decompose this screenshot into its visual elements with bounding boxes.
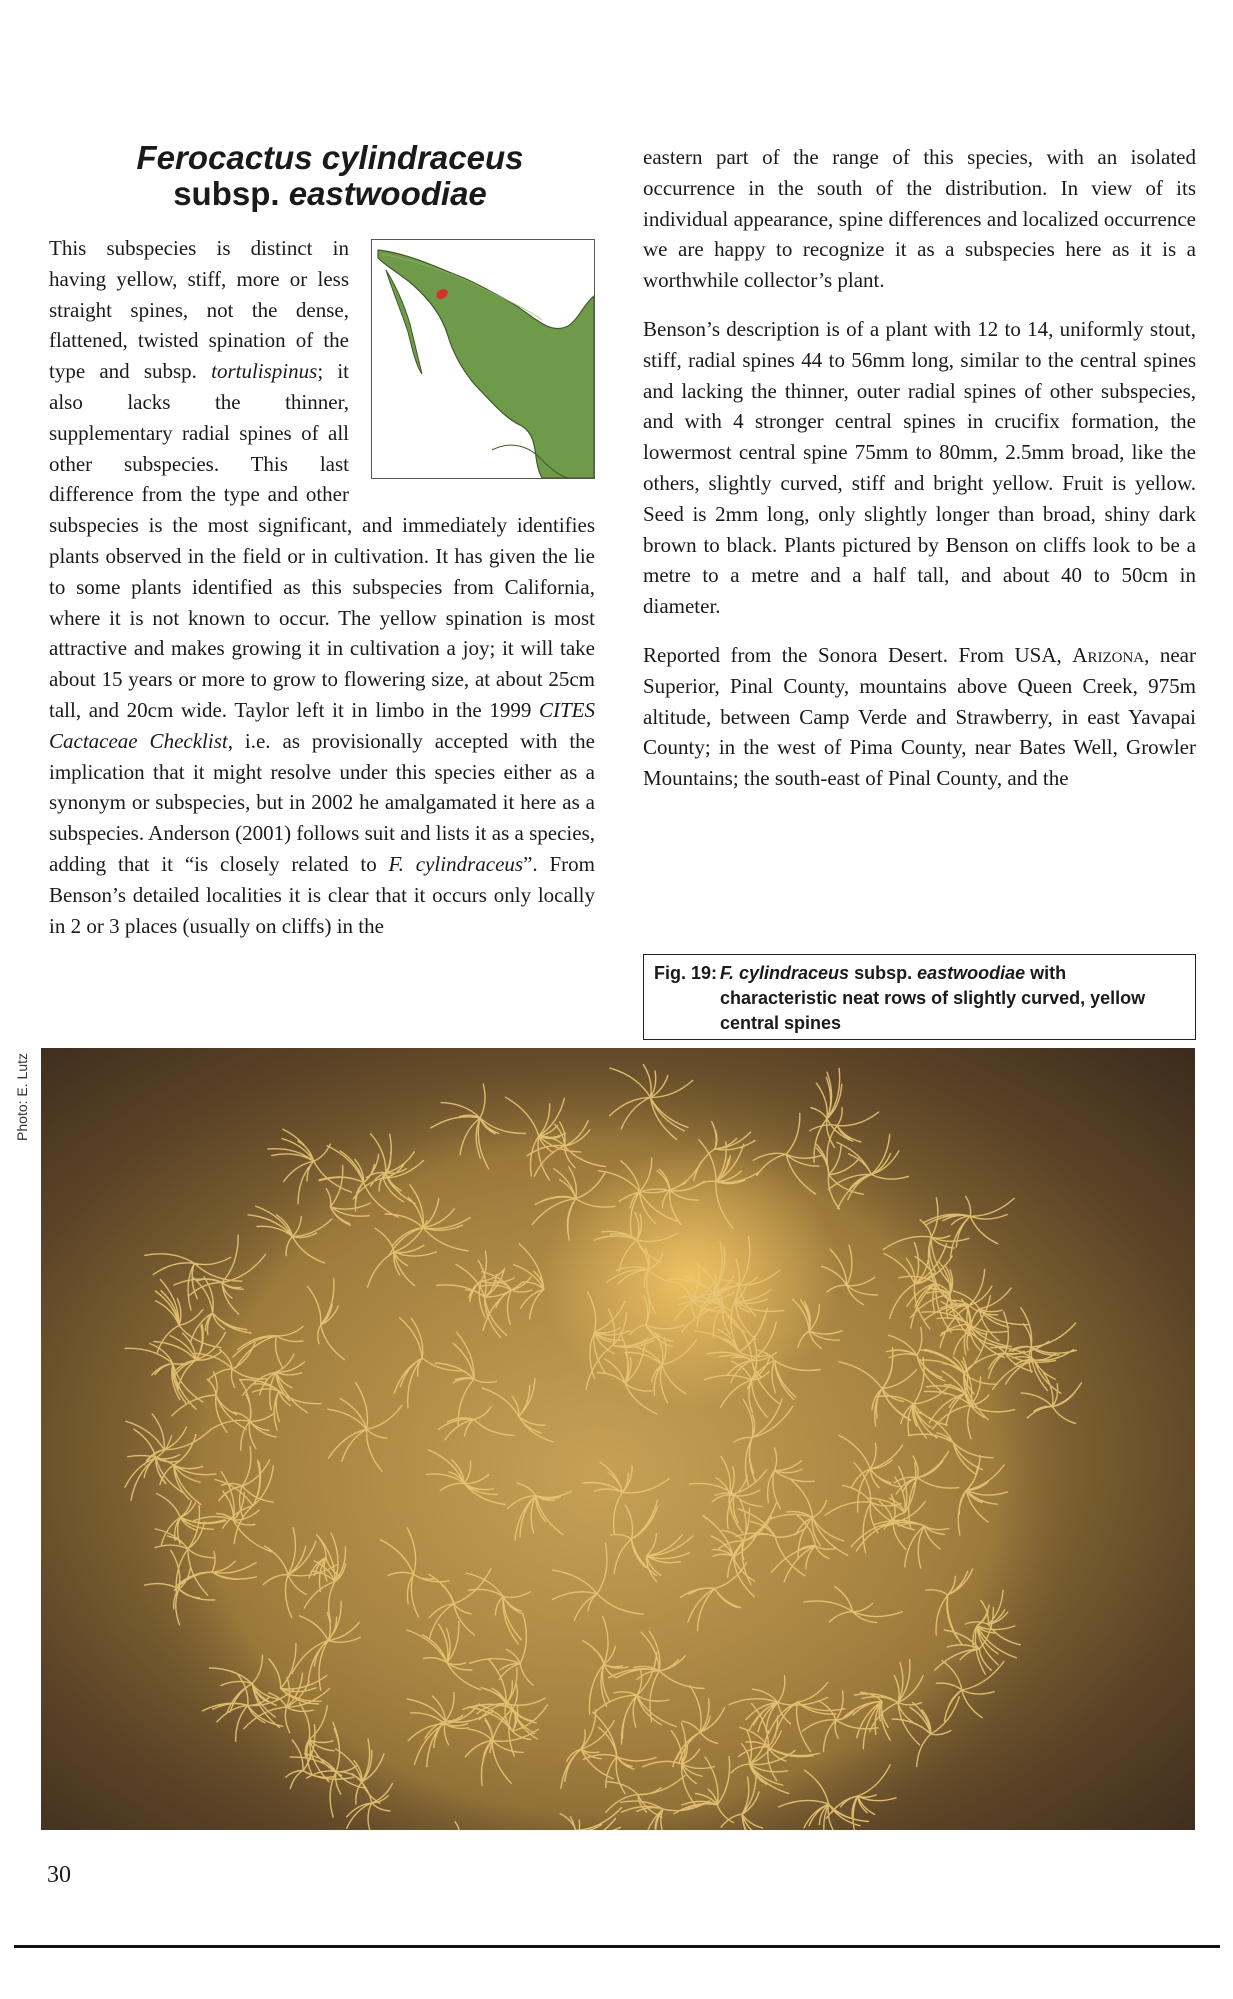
cactus-photo: [41, 1048, 1195, 1830]
article-title: [40, 140, 620, 212]
figure-caption: Fig. 19: F. cylindraceus subsp. eastwoodiae with characteristic neat rows of slightly curved, yellow central spines: [643, 954, 1196, 1040]
right-paragraph-2: Benson’s description is of a plant with 12 to 14, uniformly stout, stiff, radial spines 44 to 56mm long, similar to the central spines and lacking the thinner, outer radial spines of other subspecies, and with 4 stronger central spines in crucifix formation, the lowermost central spine 75mm to 80mm, 2.5mm broad, like the others, slightly curved, stiff and bright yellow. Fruit is yellow. Seed is 2mm long, only slightly longer than broad, shiny dark brown to black. Plants pictured by Benson on cliffs look to be a metre to a metre and a half tall, and about 40 to 50cm in diameter.: [643, 316, 1196, 619]
title-epithet: eastwoodiae: [288, 175, 487, 212]
bottom-rule: [14, 1945, 1220, 1948]
title-rank: subsp.: [173, 175, 289, 212]
right-column: [643, 142, 1196, 812]
right-paragraph-1: eastern part of the range of this species, with an isolated occurrence in the south of the distribution. In view of its individual appearance, spine differences and localized occurrence we are happy to recognize it as a subspecies here as it is a worthwhile collector’s plant.: [643, 145, 1196, 293]
figure-label: Fig. 19:: [654, 963, 718, 983]
cactus-spines-image: [41, 1048, 1195, 1830]
title-line-1: Ferocactus cylindraceus: [136, 139, 524, 176]
map-mexico-icon: [372, 240, 594, 478]
right-paragraph-3: Reported from the Sonora Desert. From USA, Arizona, near Superior, Pinal County, mountains above Queen Creek, 975m altitude, between Camp Verde and Strawberry, in east Yavapai County; in the west of Pima County, near Bates Well, Growler Mountains; the south-east of Pinal County, and the: [643, 642, 1196, 791]
left-paragraph-1: This subspecies is distinct in having yellow, stiff, more or less straight spines, not the dense, flattened, twisted spination of the type and subsp. tortulispinus; it also lacks the thinner, supplementary radial spines of all other subspecies. This last difference from the type and other subspecies is the most significant, and immediately identifies plants observed in the field or in cultivation. It has given the lie to some plants identified as this subspecies from California, where it is not known to occur. The yellow spination is most attractive and makes growing it in cultivation a joy; it will take about 15 years or more to grow to flowering size, at about 25cm tall, and 20cm wide. Taylor left it in limbo in the 1999 CITES Cactaceae Checklist, i.e. as provisionally accepted with the implication that it might resolve under this species either as a synonym or subspecies, but in 2002 he amalgamated it here as a subspecies. Anderson (2001) follows suit and lists it as a species, adding that it “is closely related to F. cylindraceus”. From Benson’s detailed localities it is clear that it occurs only locally in 2 or 3 places (usually on cliffs) in the: [49, 236, 596, 938]
page-number: 30: [47, 1862, 71, 1888]
photo-credit: Photo: E. Lutz: [14, 1053, 30, 1141]
left-column: [49, 233, 595, 941]
title-line-2: [40, 176, 620, 212]
distribution-map: [371, 239, 595, 479]
